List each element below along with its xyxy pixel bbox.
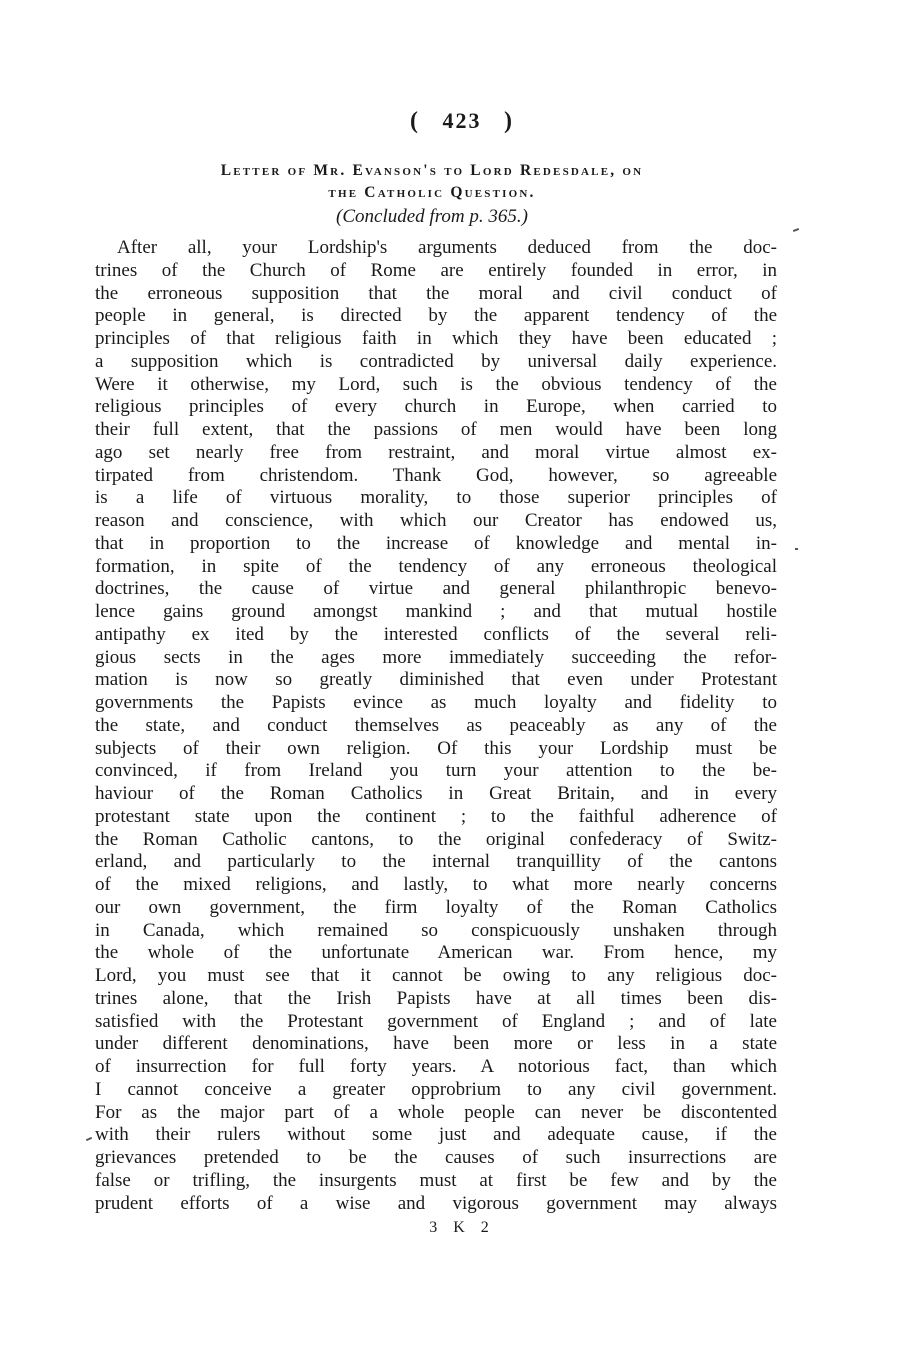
body-line: convinced, if from Ireland you turn your attention to the be- bbox=[95, 760, 777, 782]
body-line: that in proportion to the increase of knowledge and mental in- bbox=[95, 532, 777, 554]
body-line: subjects of their own religion. Of this your Lordship must be bbox=[95, 737, 777, 759]
body-line: haviour of the Roman Catholics in Great Britain, and in every bbox=[95, 783, 777, 804]
signature-mark: 3 K 2 bbox=[429, 1219, 495, 1236]
body-line: erland, and particularly to the internal tranquillity of the cantons bbox=[95, 851, 777, 873]
body-line: Were it otherwise, my Lord, such is the obvious tendency of the bbox=[95, 373, 777, 395]
article-subtitle: (Concluded from p. 365.) bbox=[336, 206, 528, 227]
open-paren: ( bbox=[410, 108, 420, 134]
margin-mark bbox=[86, 1137, 92, 1141]
body-line: their full extent, that the passions of men would have been long bbox=[95, 419, 777, 440]
body-line: mation is now so greatly diminished that even under Protestant bbox=[95, 669, 777, 691]
body-line: of insurrection for full forty years. A notorious fact, than which bbox=[95, 1056, 777, 1077]
margin-mark bbox=[793, 228, 799, 232]
body-line: I cannot conceive a greater opprobrium to any civil government. bbox=[95, 1078, 777, 1100]
body-line: principles of that religious faith in which they have been educated ; bbox=[95, 328, 777, 349]
body-line: For as the major part of a whole people can never be discontented bbox=[95, 1101, 777, 1123]
body-line: protestant state upon the continent ; to the faithful adherence of bbox=[95, 805, 777, 827]
body-line: trines of the Church of Rome are entirely founded in error, in bbox=[95, 259, 777, 281]
body-line: the Roman Catholic cantons, to the original confederacy of Switz- bbox=[95, 828, 777, 850]
article-title-line-1: Letter of Mr. Evanson's to Lord Redesdale, on bbox=[220, 162, 644, 179]
body-line: is a life of virtuous morality, to those superior principles of bbox=[95, 487, 777, 509]
body-line: doctrines, the cause of virtue and general philanthropic benevo- bbox=[95, 578, 777, 600]
body-line: under different denominations, have been more or less in a state bbox=[95, 1033, 777, 1055]
body-line: in Canada, which remained so conspicuously unshaken through bbox=[95, 919, 777, 941]
body-line: governments the Papists evince as much loyalty and fidelity to bbox=[95, 692, 777, 713]
page-number-header bbox=[0, 108, 924, 135]
body-line: prudent efforts of a wise and vigorous government may always bbox=[95, 1192, 777, 1214]
body-line: our own government, the firm loyalty of the Roman Catholics bbox=[95, 896, 777, 918]
body-line: religious principles of every church in Europe, when carried to bbox=[95, 396, 777, 418]
body-line: the whole of the unfortunate American war. From hence, my bbox=[95, 942, 777, 964]
body-line: formation, in spite of the tendency of any erroneous theological bbox=[95, 555, 777, 577]
body-line: grievances pretended to be the causes of such insurrections are bbox=[95, 1147, 777, 1168]
body-line: reason and conscience, with which our Creator has endowed us, bbox=[95, 510, 777, 531]
body-line: satisfied with the Protestant government of England ; and of late bbox=[95, 1010, 777, 1032]
body-line: tirpated from christendom. Thank God, however, so agreeable bbox=[95, 464, 777, 486]
body-line: the state, and conduct themselves as peaceably as any of the bbox=[95, 714, 777, 736]
body-line: antipathy ex ited by the interested conflicts of the several reli- bbox=[95, 623, 777, 645]
body-line: people in general, is directed by the apparent tendency of the bbox=[95, 305, 777, 327]
body-line: false or trifling, the insurgents must at first be few and by the bbox=[95, 1169, 777, 1191]
body-line: trines alone, that the Irish Papists have at all times been dis- bbox=[95, 987, 777, 1009]
article-title bbox=[112, 160, 752, 204]
body-line: After all, your Lordship's arguments deduced from the doc- bbox=[117, 237, 777, 258]
body-line: a supposition which is contradicted by universal daily experience. bbox=[95, 350, 777, 372]
body-line: the erroneous supposition that the moral and civil conduct of bbox=[95, 282, 777, 304]
page-number: 423 bbox=[442, 108, 482, 133]
close-paren: ) bbox=[504, 108, 514, 134]
body-line: lence gains ground amongst mankind ; and that mutual hostile bbox=[95, 601, 777, 622]
body-line: of the mixed religions, and lastly, to what more nearly concerns bbox=[95, 874, 777, 895]
article-title-line-2: the Catholic Question. bbox=[328, 184, 536, 201]
body-line: ago set nearly free from restraint, and moral virtue almost ex- bbox=[95, 441, 777, 463]
body-line: gious sects in the ages more immediately succeeding the refor- bbox=[95, 646, 777, 668]
article-body bbox=[95, 237, 777, 1215]
body-line: Lord, you must see that it cannot be owing to any religious doc- bbox=[95, 965, 777, 986]
margin-mark bbox=[795, 548, 798, 550]
body-line: with their rulers without some just and adequate cause, if the bbox=[95, 1124, 777, 1146]
